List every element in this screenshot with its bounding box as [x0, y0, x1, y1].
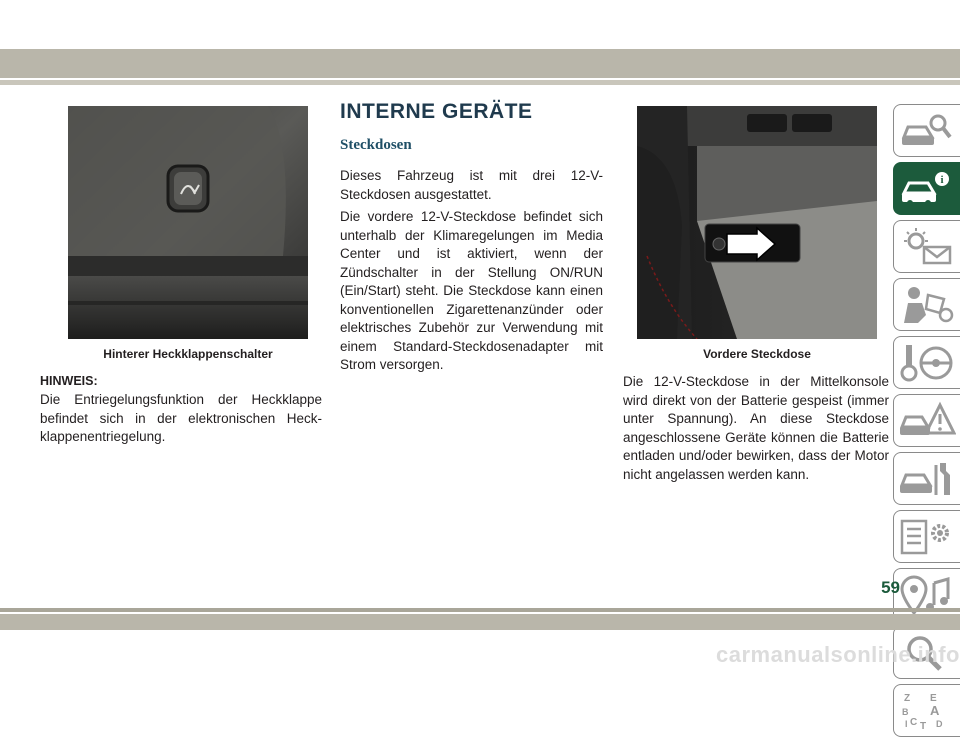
liftgate-switch-photo [68, 106, 308, 339]
svg-text:B: B [902, 707, 909, 717]
alphabet-index-icon [900, 691, 956, 731]
tab-technical-data[interactable] [893, 510, 960, 563]
warning-light-message-icon [900, 227, 956, 267]
svg-text:Z: Z [904, 693, 911, 704]
page-number: 59 [881, 578, 900, 597]
tab-index[interactable] [893, 684, 960, 737]
svg-text:E: E [930, 693, 937, 704]
tab-emergency[interactable] [893, 394, 960, 447]
svg-text:I: I [905, 719, 908, 729]
airbag-person-icon [900, 285, 956, 325]
tab-safety[interactable] [893, 278, 960, 331]
tab-maintenance[interactable] [893, 452, 960, 505]
tab-warning-lights[interactable] [893, 220, 960, 273]
svg-text:i: i [940, 174, 944, 186]
tab-car-info[interactable] [893, 162, 960, 215]
header-band [0, 49, 960, 78]
front-outlet-caption: Vordere Steckdose [703, 347, 811, 361]
key-steering-wheel-icon [900, 343, 956, 383]
svg-text:T: T [920, 721, 927, 731]
svg-text:C: C [910, 717, 918, 728]
paragraph-front-outlet: Die vordere 12-V-Steckdose befindet sich unterhalb der Klimaregelungen im Media Center und ist aktiviert, wenn der Zündschalter in der Stellung ON/RUN (Ein/Start) steht. Die Steckdose kann einen konventionellen Zigarettenanzünder oder elektrisches Zubehör zur Verwendung mit einem Standard-Steckdosenadapter mit Strom versorgen. [340, 209, 603, 372]
car-wrench-icon [900, 459, 956, 499]
header-band-line [0, 80, 960, 85]
paragraph-power-outlets-count: Dieses Fahrzeug ist mit drei 12-V-Steckdosen ausgestattet. [340, 168, 603, 202]
checklist-gear-icon [900, 517, 956, 557]
car-info-icon [900, 169, 956, 209]
subsection-title: Steckdosen [340, 137, 412, 153]
svg-text:D: D [936, 719, 943, 729]
tab-starting[interactable] [893, 336, 960, 389]
svg-text:A: A [930, 703, 940, 718]
section-title: INTERNE GERÄTE [340, 100, 533, 123]
footer-band [0, 614, 960, 630]
car-hazard-icon [900, 401, 956, 441]
car-search-icon [900, 111, 956, 151]
footer-band-line [0, 608, 960, 612]
watermark: carmanualsonline.info [716, 642, 960, 667]
front-outlet-photo [637, 106, 877, 339]
liftgate-switch-caption: Hinterer Heckklappenschalter [103, 347, 273, 361]
paragraph-console-outlet: Die 12-V-Steckdose in der Mittelkonsole wird direkt von der Batterie gespeist (immer unter Spannung). An diese Steckdose angeschlossene Geräte können die Batterie entladen und/oder bewirken, dass der Motor nicht angelassen werden kann. [623, 374, 889, 482]
tab-car-search[interactable] [893, 104, 960, 157]
note-label: HINWEIS: [40, 374, 98, 388]
note-text: Die Entriegelungsfunktion der Heckklappe befindet sich in der elektronischen Heckklappenentriegelung. [40, 392, 322, 444]
